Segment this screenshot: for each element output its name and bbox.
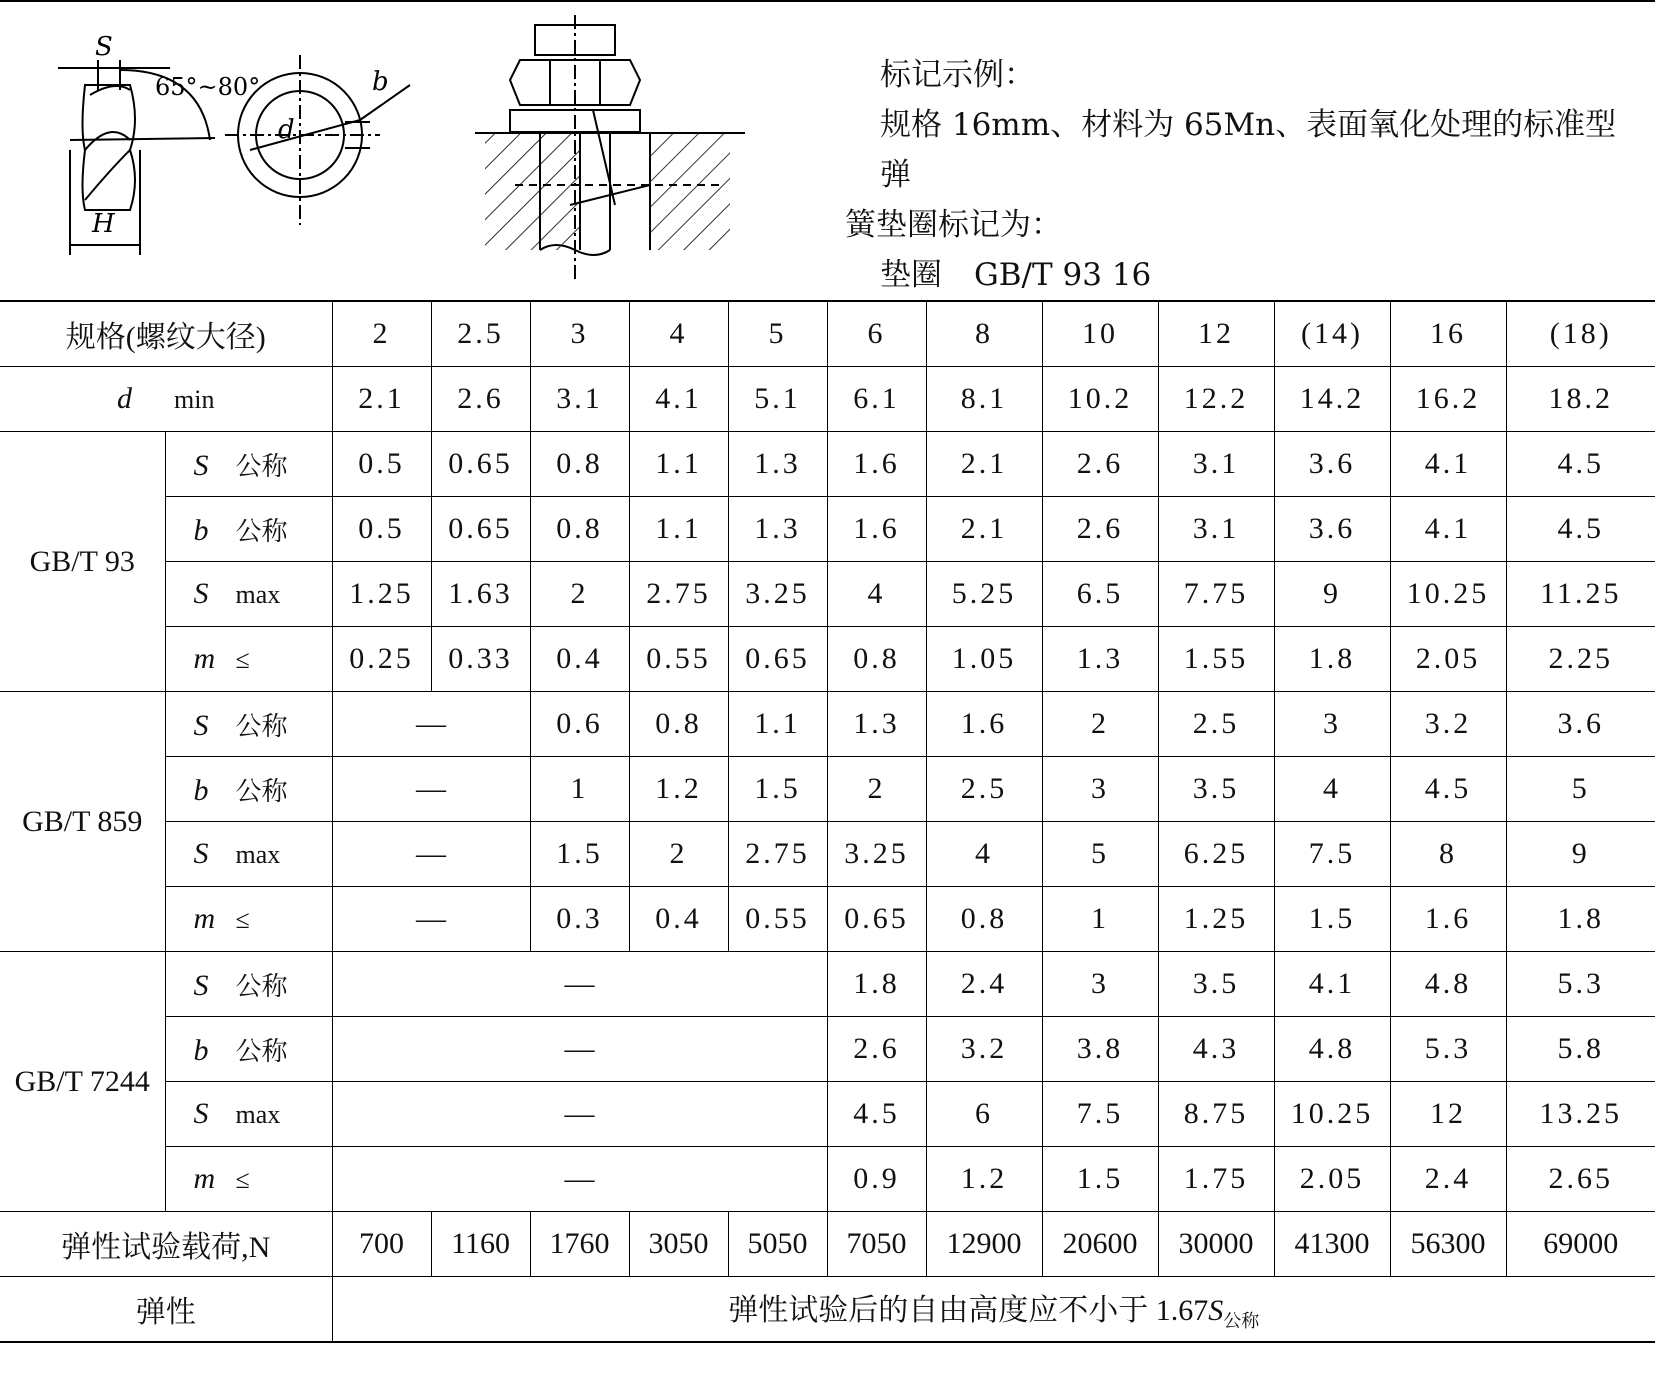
value-cell: 2.25 xyxy=(1506,627,1655,692)
dmin-qualifier: min xyxy=(174,385,215,414)
param-symbol: b xyxy=(193,513,209,547)
elastic-symbol: S xyxy=(1208,1294,1224,1327)
value-cell: 1.5 xyxy=(530,822,629,887)
load-cell: 41300 xyxy=(1274,1212,1390,1277)
value-cell: 5.3 xyxy=(1390,1017,1506,1082)
value-cell: 0.8 xyxy=(926,887,1042,952)
dmin-symbol: d xyxy=(117,382,133,415)
param-symbol: m xyxy=(193,642,216,675)
elastic-label: 弹性 xyxy=(0,1277,332,1343)
value-cell: 4.5 xyxy=(827,1082,926,1147)
dmin-cell: 16.2 xyxy=(1390,367,1506,432)
dmin-label xyxy=(0,367,332,432)
value-cell: 0.8 xyxy=(629,692,728,757)
value-cell: 2.5 xyxy=(1158,692,1274,757)
group-row xyxy=(0,562,1655,627)
param-qualifier: 公称 xyxy=(235,776,288,806)
load-cell: 12900 xyxy=(926,1212,1042,1277)
param-symbol: S xyxy=(193,968,209,1002)
value-cell: 5.8 xyxy=(1506,1017,1655,1082)
not-applicable-cell: — xyxy=(332,692,530,757)
value-cell: 4.5 xyxy=(1506,497,1655,562)
code-value: GB/T 93 16 xyxy=(974,257,1152,293)
load-cell: 700 xyxy=(332,1212,431,1277)
value-cell: 11.25 xyxy=(1506,562,1655,627)
value-cell: 1.5 xyxy=(728,757,827,822)
value-cell: 0.33 xyxy=(431,627,530,692)
angle-label: 65°~80° xyxy=(155,73,261,101)
standard-name: GB/T 93 xyxy=(0,432,165,692)
param-label-text xyxy=(166,837,344,871)
value-cell: 4.5 xyxy=(1506,432,1655,497)
assembly-drawing xyxy=(475,0,755,300)
value-cell: 3.5 xyxy=(1158,952,1274,1017)
param-label-text xyxy=(166,1097,344,1131)
param-label xyxy=(165,952,332,1017)
value-cell: 1.3 xyxy=(728,432,827,497)
not-applicable-cell: — xyxy=(332,952,827,1017)
value-cell: 1.6 xyxy=(1390,887,1506,952)
value-cell: 0.55 xyxy=(629,627,728,692)
value-cell: 1.8 xyxy=(827,952,926,1017)
param-label xyxy=(165,887,332,952)
value-cell: 4 xyxy=(827,562,926,627)
not-applicable-cell: — xyxy=(332,1017,827,1082)
value-cell: 0.4 xyxy=(629,887,728,952)
value-cell: 1.1 xyxy=(629,497,728,562)
value-cell: 2.6 xyxy=(1042,497,1158,562)
value-cell: 0.6 xyxy=(530,692,629,757)
param-qualifier: ≤ xyxy=(235,1165,250,1194)
value-cell: 4.5 xyxy=(1390,757,1506,822)
value-cell: 1.75 xyxy=(1158,1147,1274,1212)
not-applicable-cell: — xyxy=(332,822,530,887)
param-label xyxy=(165,562,332,627)
value-cell: 7.5 xyxy=(1042,1082,1158,1147)
value-cell: 1.3 xyxy=(1042,627,1158,692)
param-symbol: S xyxy=(193,448,209,482)
value-cell: 1.25 xyxy=(332,562,431,627)
size-cell: 8 xyxy=(926,301,1042,367)
param-symbol: m xyxy=(193,1162,216,1195)
value-cell: 2 xyxy=(629,822,728,887)
load-cell: 69000 xyxy=(1506,1212,1655,1277)
group-row xyxy=(0,432,1655,497)
size-cell: 6 xyxy=(827,301,926,367)
value-cell: 3.1 xyxy=(1158,432,1274,497)
value-cell: 1.2 xyxy=(926,1147,1042,1212)
param-label-text xyxy=(166,902,344,936)
param-label xyxy=(165,822,332,887)
value-cell: 2.65 xyxy=(1506,1147,1655,1212)
value-cell: 1.63 xyxy=(431,562,530,627)
group-row xyxy=(0,627,1655,692)
elastic-subscript: 公称 xyxy=(1223,1311,1260,1331)
not-applicable-cell: — xyxy=(332,1147,827,1212)
param-label-text xyxy=(166,771,344,808)
value-cell: 4.8 xyxy=(1274,1017,1390,1082)
size-cell: 12 xyxy=(1158,301,1274,367)
value-cell: 1.1 xyxy=(629,432,728,497)
param-label-text xyxy=(166,1031,344,1068)
value-cell: 4.1 xyxy=(1390,497,1506,562)
param-label xyxy=(165,1017,332,1082)
value-cell: 2.05 xyxy=(1390,627,1506,692)
value-cell: 5.3 xyxy=(1506,952,1655,1017)
value-cell: 6.25 xyxy=(1158,822,1274,887)
param-label-text xyxy=(166,1162,344,1196)
value-cell: 1.05 xyxy=(926,627,1042,692)
dmin-cell: 4.1 xyxy=(629,367,728,432)
value-cell: 1.25 xyxy=(1158,887,1274,952)
value-cell: 1.3 xyxy=(827,692,926,757)
param-qualifier: 公称 xyxy=(235,1036,288,1066)
value-cell: 0.25 xyxy=(332,627,431,692)
value-cell: 4.3 xyxy=(1158,1017,1274,1082)
value-cell: 4.1 xyxy=(1274,952,1390,1017)
value-cell: 1.6 xyxy=(827,497,926,562)
spec-table xyxy=(0,300,1655,1343)
value-cell: 1.6 xyxy=(827,432,926,497)
dim-b-label: b xyxy=(372,67,389,97)
value-cell: 0.8 xyxy=(530,497,629,562)
value-cell: 3 xyxy=(1274,692,1390,757)
size-cell: 5 xyxy=(728,301,827,367)
marking-example xyxy=(845,50,1645,300)
param-label-text xyxy=(166,706,344,743)
param-label xyxy=(165,1082,332,1147)
value-cell: 5 xyxy=(1042,822,1158,887)
param-symbol: b xyxy=(193,773,209,807)
value-cell: 5 xyxy=(1506,757,1655,822)
standard-name: GB/T 7244 xyxy=(0,952,165,1212)
value-cell: 8 xyxy=(1390,822,1506,887)
not-applicable-cell: — xyxy=(332,887,530,952)
value-cell: 4 xyxy=(1274,757,1390,822)
washer-drawing xyxy=(30,0,450,300)
value-cell: 2.05 xyxy=(1274,1147,1390,1212)
elastic-row xyxy=(0,1277,1655,1343)
elastic-text: 弹性试验后的自由高度应不小于 1.67 xyxy=(728,1294,1209,1327)
param-label-text xyxy=(166,511,344,548)
param-qualifier: 公称 xyxy=(235,971,288,1001)
param-qualifier: max xyxy=(235,840,281,869)
value-cell: 1 xyxy=(1042,887,1158,952)
param-label-text xyxy=(166,446,344,483)
dmin-cell: 18.2 xyxy=(1506,367,1655,432)
load-row xyxy=(0,1212,1655,1277)
value-cell: 12 xyxy=(1390,1082,1506,1147)
value-cell: 5.25 xyxy=(926,562,1042,627)
dmin-cell: 3.1 xyxy=(530,367,629,432)
value-cell: 0.65 xyxy=(431,432,530,497)
load-cell: 56300 xyxy=(1390,1212,1506,1277)
load-cell: 1160 xyxy=(431,1212,530,1277)
value-cell: 1.2 xyxy=(629,757,728,822)
load-cell: 1760 xyxy=(530,1212,629,1277)
value-cell: 9 xyxy=(1274,562,1390,627)
value-cell: 1.6 xyxy=(926,692,1042,757)
size-cell: 16 xyxy=(1390,301,1506,367)
value-cell: 1.8 xyxy=(1274,627,1390,692)
marking-line1: 规格 16mm、材料为 65Mn、表面氧化处理的标准型弹 xyxy=(880,107,1617,193)
param-symbol: b xyxy=(193,1033,209,1067)
value-cell: 3.5 xyxy=(1158,757,1274,822)
value-cell: 3.6 xyxy=(1506,692,1655,757)
value-cell: 2.4 xyxy=(1390,1147,1506,1212)
param-label-text xyxy=(166,966,344,1003)
group-row xyxy=(0,757,1655,822)
size-cell: (18) xyxy=(1506,301,1655,367)
value-cell: 0.65 xyxy=(827,887,926,952)
param-qualifier: ≤ xyxy=(235,905,250,934)
param-label-text xyxy=(166,577,344,611)
dim-s-label: S xyxy=(95,32,113,62)
size-cell: 4 xyxy=(629,301,728,367)
param-label xyxy=(165,432,332,497)
value-cell: 2.6 xyxy=(1042,432,1158,497)
param-qualifier: max xyxy=(235,580,281,609)
param-symbol: m xyxy=(193,902,216,935)
not-applicable-cell: — xyxy=(332,757,530,822)
value-cell: 9 xyxy=(1506,822,1655,887)
value-cell: 0.5 xyxy=(332,497,431,562)
size-cell: 2 xyxy=(332,301,431,367)
value-cell: 3.6 xyxy=(1274,497,1390,562)
value-cell: 2 xyxy=(1042,692,1158,757)
value-cell: 1.1 xyxy=(728,692,827,757)
value-cell: 2.75 xyxy=(629,562,728,627)
code-word: 垫圈 xyxy=(880,257,942,293)
dmin-row xyxy=(0,367,1655,432)
elastic-requirement xyxy=(332,1277,1655,1343)
not-applicable-cell: — xyxy=(332,1082,827,1147)
param-qualifier: max xyxy=(235,1100,281,1129)
value-cell: 0.55 xyxy=(728,887,827,952)
dmin-cell: 2.6 xyxy=(431,367,530,432)
value-cell: 7.5 xyxy=(1274,822,1390,887)
marking-code xyxy=(845,250,1645,300)
value-cell: 3.6 xyxy=(1274,432,1390,497)
load-cell: 20600 xyxy=(1042,1212,1158,1277)
size-cell: 10 xyxy=(1042,301,1158,367)
param-label xyxy=(165,1147,332,1212)
value-cell: 2.4 xyxy=(926,952,1042,1017)
value-cell: 10.25 xyxy=(1390,562,1506,627)
value-cell: 13.25 xyxy=(1506,1082,1655,1147)
group-row xyxy=(0,822,1655,887)
dmin-cell: 2.1 xyxy=(332,367,431,432)
group-row xyxy=(0,887,1655,952)
value-cell: 0.4 xyxy=(530,627,629,692)
standard-name: GB/T 859 xyxy=(0,692,165,952)
size-cell: 2.5 xyxy=(431,301,530,367)
value-cell: 0.5 xyxy=(332,432,431,497)
value-cell: 3.1 xyxy=(1158,497,1274,562)
header-label: 规格(螺纹大径) xyxy=(0,301,332,367)
param-qualifier: 公称 xyxy=(235,451,288,481)
dim-d-label: d xyxy=(278,115,295,145)
param-label xyxy=(165,627,332,692)
value-cell: 0.65 xyxy=(728,627,827,692)
value-cell: 2.5 xyxy=(926,757,1042,822)
value-cell: 4.1 xyxy=(1390,432,1506,497)
value-cell: 3.25 xyxy=(827,822,926,887)
param-symbol: S xyxy=(193,577,209,610)
group-row xyxy=(0,952,1655,1017)
value-cell: 0.9 xyxy=(827,1147,926,1212)
param-symbol: S xyxy=(193,837,209,870)
group-row xyxy=(0,1017,1655,1082)
value-cell: 1 xyxy=(530,757,629,822)
dmin-cell: 6.1 xyxy=(827,367,926,432)
value-cell: 2 xyxy=(827,757,926,822)
size-cell: 3 xyxy=(530,301,629,367)
dmin-cell: 5.1 xyxy=(728,367,827,432)
value-cell: 3.2 xyxy=(926,1017,1042,1082)
value-cell: 1.8 xyxy=(1506,887,1655,952)
value-cell: 2.75 xyxy=(728,822,827,887)
value-cell: 1.3 xyxy=(728,497,827,562)
value-cell: 2.1 xyxy=(926,497,1042,562)
param-label xyxy=(165,757,332,822)
param-label xyxy=(165,692,332,757)
value-cell: 6 xyxy=(926,1082,1042,1147)
group-row xyxy=(0,692,1655,757)
value-cell: 0.3 xyxy=(530,887,629,952)
value-cell: 4.8 xyxy=(1390,952,1506,1017)
value-cell: 1.5 xyxy=(1042,1147,1158,1212)
param-qualifier: 公称 xyxy=(235,516,288,546)
param-qualifier: ≤ xyxy=(235,645,250,674)
value-cell: 8.75 xyxy=(1158,1082,1274,1147)
value-cell: 2.1 xyxy=(926,432,1042,497)
value-cell: 4 xyxy=(926,822,1042,887)
dim-h-label: H xyxy=(92,209,115,239)
value-cell: 3 xyxy=(1042,952,1158,1017)
group-row xyxy=(0,1082,1655,1147)
param-label xyxy=(165,497,332,562)
load-cell: 5050 xyxy=(728,1212,827,1277)
marking-title: 标记示例： xyxy=(880,57,1035,93)
value-cell: 6.5 xyxy=(1042,562,1158,627)
param-symbol: S xyxy=(193,708,209,742)
value-cell: 0.65 xyxy=(431,497,530,562)
value-cell: 3.2 xyxy=(1390,692,1506,757)
value-cell: 10.25 xyxy=(1274,1082,1390,1147)
dmin-cell: 8.1 xyxy=(926,367,1042,432)
param-qualifier: 公称 xyxy=(235,711,288,741)
value-cell: 3 xyxy=(1042,757,1158,822)
value-cell: 2.6 xyxy=(827,1017,926,1082)
marking-line2: 簧垫圈标记为： xyxy=(845,207,1062,243)
value-cell: 2 xyxy=(530,562,629,627)
dmin-cell: 12.2 xyxy=(1158,367,1274,432)
value-cell: 3.8 xyxy=(1042,1017,1158,1082)
load-cell: 7050 xyxy=(827,1212,926,1277)
load-cell: 30000 xyxy=(1158,1212,1274,1277)
value-cell: 1.55 xyxy=(1158,627,1274,692)
value-cell: 7.75 xyxy=(1158,562,1274,627)
load-label: 弹性试验载荷,N xyxy=(0,1212,332,1277)
group-row xyxy=(0,1147,1655,1212)
param-symbol: S xyxy=(193,1097,209,1130)
value-cell: 0.8 xyxy=(827,627,926,692)
dmin-cell: 10.2 xyxy=(1042,367,1158,432)
value-cell: 1.5 xyxy=(1274,887,1390,952)
size-cell: (14) xyxy=(1274,301,1390,367)
group-row xyxy=(0,497,1655,562)
value-cell: 0.8 xyxy=(530,432,629,497)
dmin-cell: 14.2 xyxy=(1274,367,1390,432)
param-label-text xyxy=(166,642,344,676)
header-row xyxy=(0,301,1655,367)
load-cell: 3050 xyxy=(629,1212,728,1277)
value-cell: 3.25 xyxy=(728,562,827,627)
